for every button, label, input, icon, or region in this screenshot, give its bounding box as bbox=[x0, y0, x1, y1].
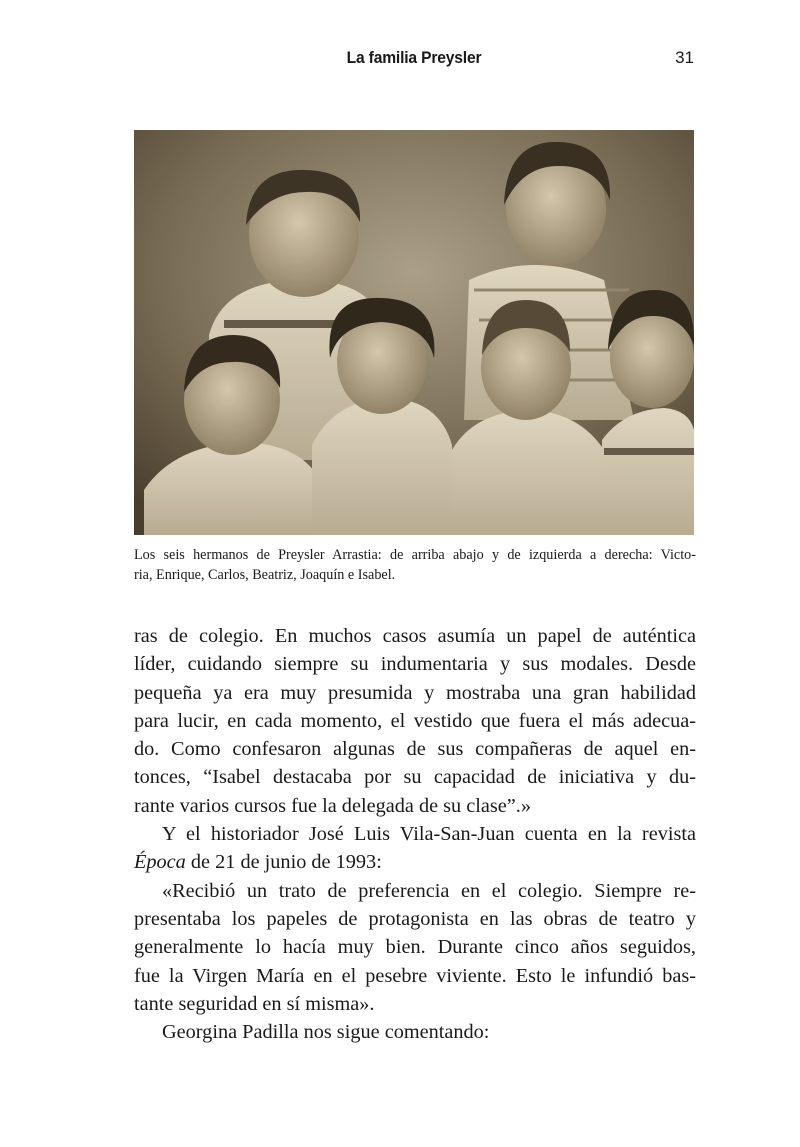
body-text bbox=[134, 622, 696, 1046]
text-line: tonces, “Isabel destacaba por su capacidad de iniciativa y du- bbox=[134, 766, 696, 789]
text-line: rante varios cursos fue la delegada de su clase”.» bbox=[134, 794, 531, 817]
text-line: Georgina Padilla nos sigue comentando: bbox=[162, 1021, 490, 1044]
text-fragment: de 21 de junio de 1993: bbox=[185, 851, 382, 874]
running-title: La familia Preysler bbox=[346, 48, 482, 67]
caption-line: ria, Enrique, Carlos, Beatriz, Joaquín e Isabel. bbox=[134, 567, 396, 583]
text-line: líder, cuidando siempre su indumentaria y sus modales. Desde bbox=[134, 653, 696, 676]
paragraph-3 bbox=[134, 877, 696, 1018]
paragraph-2 bbox=[134, 820, 696, 877]
text-line: Y el historiador José Luis Vila-San-Juan cuenta en la revista bbox=[162, 823, 696, 846]
photo-caption bbox=[134, 545, 696, 585]
magazine-title: Época bbox=[134, 851, 186, 874]
family-photo bbox=[134, 130, 694, 535]
text-line bbox=[134, 848, 696, 876]
text-line: fue la Virgen María en el pesebre viviente. Esto le infundió bas- bbox=[134, 964, 696, 987]
page-header bbox=[134, 48, 694, 74]
paragraph-1 bbox=[134, 622, 696, 820]
text-line: para lucir, en cada momento, el vestido que fuera el más adecua- bbox=[134, 709, 696, 732]
text-line: ras de colegio. En muchos casos asumía un papel de auténtica bbox=[134, 625, 696, 647]
text-line: presentaba los papeles de protagonista en las obras de teatro y bbox=[134, 907, 696, 930]
paragraph-4 bbox=[134, 1018, 696, 1046]
caption-line: Los seis hermanos de Preysler Arrastia: de arriba abajo y de izquierda a derecha: Victo- bbox=[134, 547, 696, 563]
text-line: «Recibió un trato de preferencia en el colegio. Siempre re- bbox=[162, 879, 696, 902]
text-line: tante seguridad en sí misma». bbox=[134, 992, 375, 1015]
text-line: do. Como confesaron algunas de sus compañeras de aquel en- bbox=[134, 738, 696, 761]
text-line: pequeña ya era muy presumida y mostraba una gran habilidad bbox=[134, 681, 696, 704]
page-number: 31 bbox=[675, 48, 694, 67]
text-line: generalmente lo hacía muy bien. Durante cinco años seguidos, bbox=[134, 936, 696, 959]
